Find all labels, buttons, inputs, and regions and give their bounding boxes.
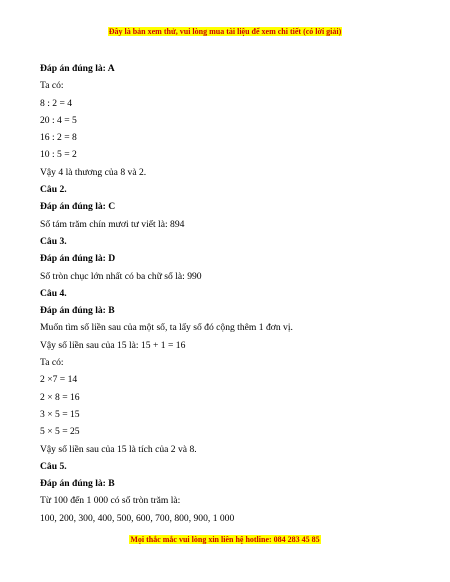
answer-heading-line: Đáp án đúng là: C: [40, 201, 116, 213]
answer-text-line: 16 : 2 = 8: [40, 132, 77, 144]
answer-text-line: Từ 100 đến 1 000 có số tròn trăm là:: [40, 495, 181, 507]
answer-text-line: 5 × 5 = 25: [40, 426, 80, 438]
preview-notice-text: Đây là bản xem thử, vui lòng mua tài liệu để xem chi tiết (có lời giải): [108, 27, 342, 36]
answer-heading-line: Đáp án đúng là: B: [40, 305, 115, 317]
answer-heading-line: Đáp án đúng là: D: [40, 253, 116, 265]
answer-text-line: 2 × 8 = 16: [40, 391, 80, 403]
answer-text-line: 20 : 4 = 5: [40, 114, 77, 126]
answer-text-line: 100, 200, 300, 400, 500, 600, 700, 800, 900, 1 000: [40, 512, 235, 524]
answer-content: [40, 60, 420, 527]
answer-text-line: Vậy số liền sau của 15 là tích của 2 và 8.: [40, 443, 197, 455]
answer-text-line: Muốn tìm số liền sau của một số, ta lấy số đó cộng thêm 1 đơn vị.: [40, 322, 293, 334]
answer-heading-line: Đáp án đúng là: B: [40, 478, 115, 490]
answer-text-line: 2 ×7 = 14: [40, 374, 78, 386]
answer-text-line: Ta có:: [40, 357, 64, 369]
answer-heading-line: Câu 2.: [40, 184, 67, 196]
answer-heading-line: Câu 3.: [40, 235, 67, 247]
answer-text-line: Vậy 4 là thương của 8 và 2.: [40, 166, 147, 178]
answer-heading-line: Câu 4.: [40, 287, 67, 299]
answer-heading-line: Đáp án đúng là: A: [40, 63, 115, 74]
answer-heading-line: Câu 5.: [40, 460, 67, 472]
answer-text-line: 10 : 5 = 2: [40, 149, 77, 161]
answer-text-line: 3 × 5 = 15: [40, 408, 80, 420]
hotline-footer-banner: [0, 535, 450, 544]
preview-notice-banner: [0, 27, 450, 36]
hotline-text: Mọi thắc mắc vui lòng xin liên hệ hotline: 084 283 45 85: [130, 535, 320, 544]
answer-text-line: Số tám trăm chín mươi tư viết là: 894: [40, 218, 185, 230]
answer-text-line: Số tròn chục lớn nhất có ba chữ số là: 990: [40, 270, 202, 282]
answer-text-line: 8 : 2 = 4: [40, 97, 73, 109]
answer-text-line: Ta có:: [40, 80, 64, 92]
answer-text-line: Vậy số liền sau của 15 là: 15 + 1 = 16: [40, 339, 186, 351]
